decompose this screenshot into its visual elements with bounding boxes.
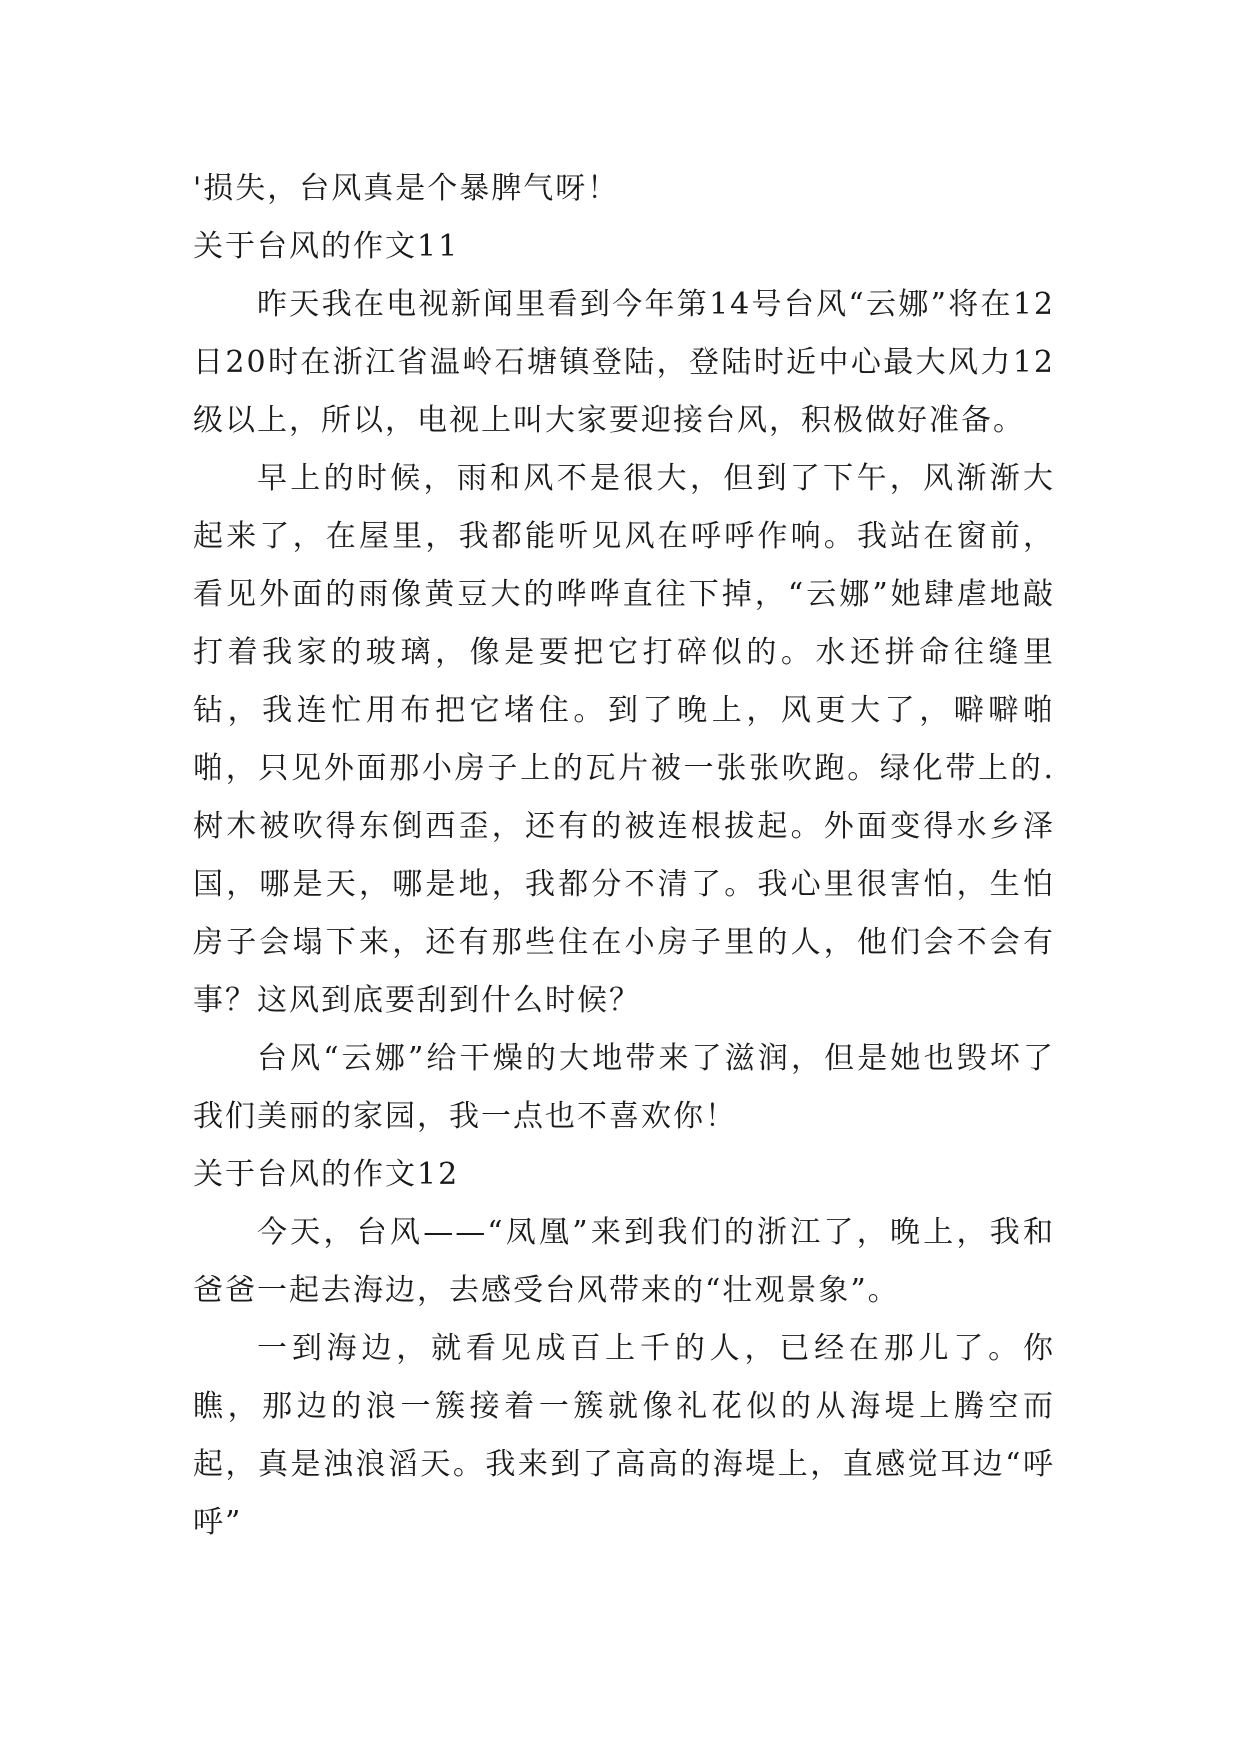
paragraph: 早上的时候，雨和风不是很大，但到了下午，风渐渐大起来了，在屋里，我都能听见风在呼呼作响。我站在窗前，看见外面的雨像黄豆大的哗哗直往下掉，“云娜”她肆虐地敲打着我家的玻璃，像是要把它打碎似的。水还拼命往缝里钻，我连忙用布把它堵住。到了晚上，风更大了，噼噼啪啪，只见外面那小房子上的瓦片被一张张吹跑。绿化带上的.树木被吹得东倒西歪，还有的被连根拔起。外面变得水乡泽国，哪是天，哪是地，我都分不清了。我心里很害怕，生怕房子会塌下来，还有那些住在小房子里的人，他们会不会有事？这风到底要刮到什么时候？ (193, 461, 1055, 1018)
paragraph: 昨天我在电视新闻里看到今年第14号台风“云娜”将在12日20时在浙江省温岭石塘镇登陆，登陆时近中心最大风力12级以上，所以，电视上叫大家要迎接台风，积极做好准备。 (193, 287, 1055, 438)
paragraph: 一到海边，就看见成百上千的人，已经在那儿了。你瞧，那边的浪一簇接着一簇就像礼花似的从海堤上腾空而起，真是浊浪滔天。我来到了高高的海堤上，直感觉耳边“呼呼” (193, 1331, 1055, 1540)
paragraph: 台风“云娜”给干燥的大地带来了滋润，但是她也毁坏了我们美丽的家园，我一点也不喜欢你！ (193, 1041, 1055, 1134)
paragraph: 今天，台风——“凤凰”来到我们的浙江了，晚上，我和爸爸一起去海边，去感受台风带来的“壮观景象”。 (193, 1215, 1055, 1308)
essay-heading-11: 关于台风的作文11 (193, 229, 460, 264)
document-body (193, 160, 1055, 1552)
paragraph-continuation: '损失，台风真是个暴脾气呀！ (193, 171, 620, 206)
essay-heading-12: 关于台风的作文12 (193, 1157, 460, 1192)
